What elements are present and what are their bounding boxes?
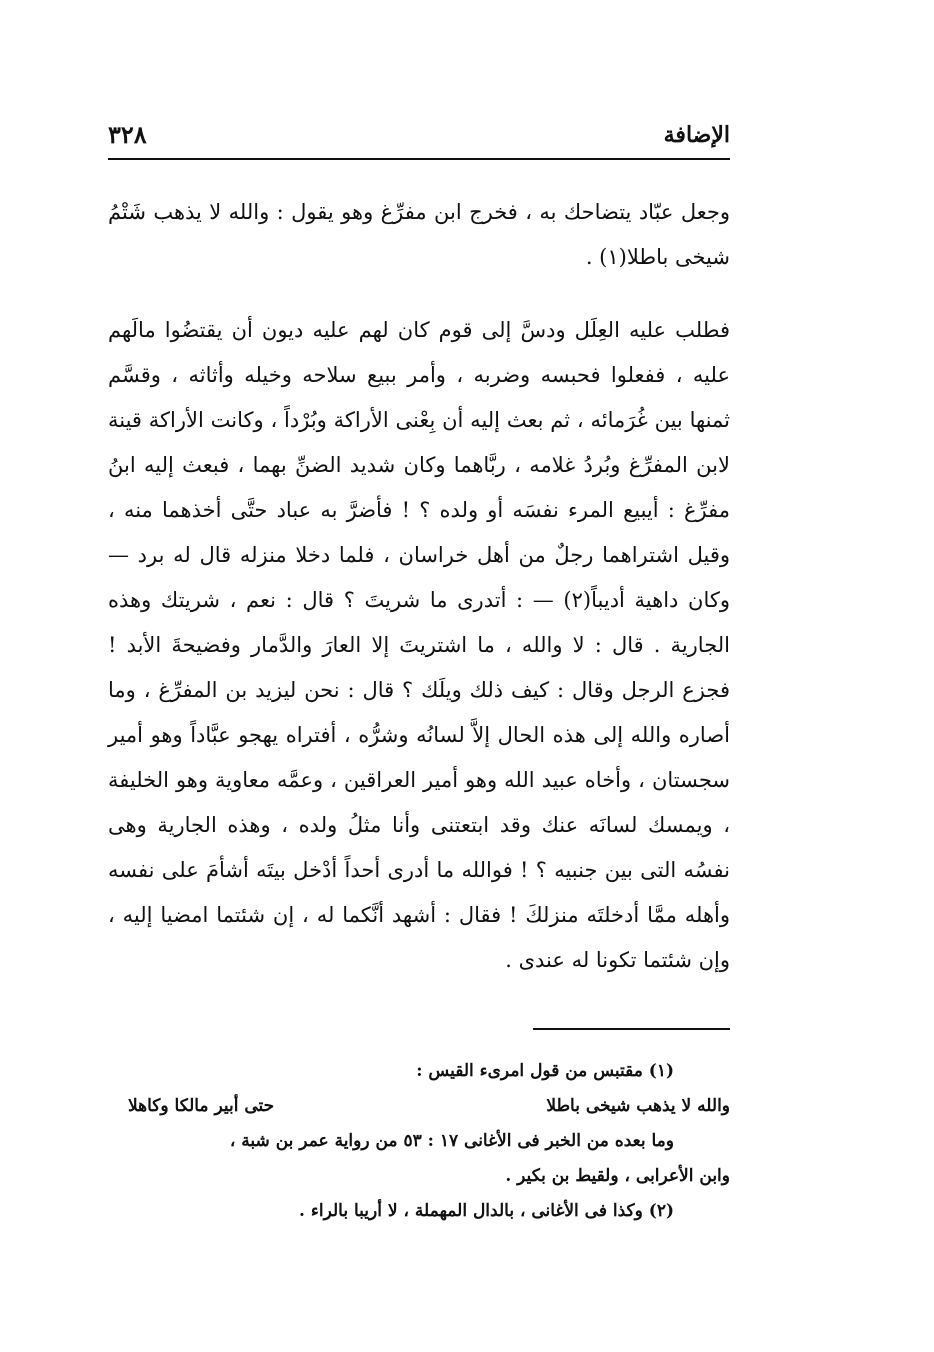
running-head-title: الإضافة xyxy=(663,122,730,148)
footnotes xyxy=(108,1054,730,1229)
footnote-1-line: وما بعده من الخبر فى الأغانى ١٧ : ٥٣ من رواية عمر بن شبة ، xyxy=(229,1131,674,1151)
main-text xyxy=(108,190,730,983)
page-header xyxy=(108,118,730,156)
footnote-1-verse xyxy=(108,1089,730,1124)
paragraph: فطلب عليه العِلَل ودسَّ إلى قوم كان لهم عليه ديون أن يقتضُوا مالَهم عليه ، ففعلوا فحبسه وضربه ، وأمر ببيع سلاحه وخيله وأثاثه ، وقسَّم ثمنها بين غُرَمائه ، ثم بعث إليه أن بِعْنى الأراكة وبُرْداً ، وكانت الأراكة قينة لابن المفرِّغ وبُردُ غلامه ، ربَّاهما وكان شديد الضنِّ بهما ، فبعث إليه ابنُ مفرِّغ : أيبيع المرء نفسَه أو ولده ؟ ! فأضرَّ به عباد حتَّى أخذهما منه ، وقيل اشتراهما رجلٌ من أهل خراسان ، فلما دخلا منزله قال له برد — وكان داهية أديباً(٢) — : أتدرى ما شريتَ ؟ قال : نعم ، شريتك وهذه الجارية . قال : لا والله ، ما اشتريتَ إلا العارَ والدَّمار وفضيحةَ الأبد ! فجزع الرجل وقال : كيف ذلك ويلَك ؟ قال : نحن ليزيد بن المفرِّغ ، وما أصاره والله إلى هذه الحال إلاَّ لسانُه وشرُّه ، أفتراه يهجو عبَّاداً وهو أمير سجستان ، وأخاه عبيد الله وهو أمير العراقين ، وعمَّه معاوية وهو الخليفة ، ويمسك لسانَه عنك وقد ابتعتنى وأنا مثلُ ولده ، وهذه الجارية وهى نفسُه التى بين جنبيه ؟ ! فوالله ما أدرى أحداً أدْخل بيتَه أشأمَ على نفسه وأهله ممَّا أدخلتَه منزلكَ ! فقال : أشهد أنَّكما له ، إن شئتما امضيا إليه ، وإن شئتما تكونا له عندى . xyxy=(108,318,731,972)
page-number: ٣٢٨ xyxy=(108,120,147,149)
paragraph: وجعل عبّاد يتضاحك به ، فخرج ابن مفرِّغ وهو يقول : والله لا يذهب شَتْمُ شيخى باطلا(١) . xyxy=(108,200,730,269)
verse-second-hemistich: حتى أبير مالكا وكاهلا xyxy=(128,1096,275,1116)
footnote-2: (٢) وكذا فى الأغانى ، بالدال المهملة ، لا أريبا بالراء . xyxy=(299,1201,674,1221)
footnote-1-line: وابن الأعرابى ، ولقيط بن بكير . xyxy=(505,1166,730,1186)
footnote-rule xyxy=(533,1028,730,1030)
footnote-1-intro: (١) مقتبس من قول امرىء القيس : xyxy=(416,1061,674,1081)
header-rule xyxy=(108,158,730,160)
verse-first-hemistich: والله لا يذهب شيخى باطلا xyxy=(546,1096,730,1116)
